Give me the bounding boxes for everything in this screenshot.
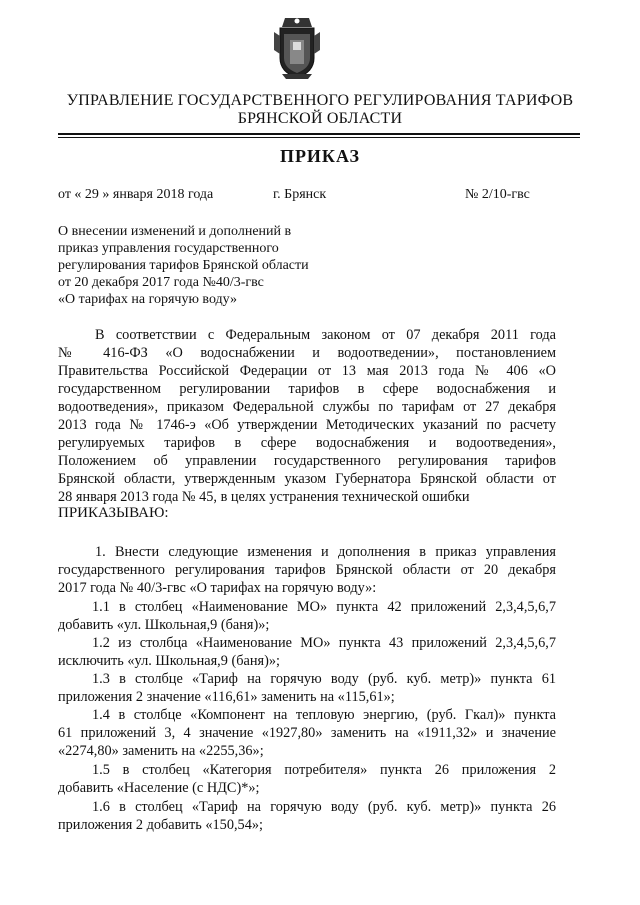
item-1-5-cont: добавить «Население (с НДС)*»; — [58, 780, 260, 796]
item-1-1-cont: добавить «ул. Школьная,9 (баня)»; — [58, 617, 270, 633]
item-1-2: 1.2 из столбца «Наименование МО» пункта 43 приложений 2,3,4,5,6,7 — [92, 635, 556, 651]
item-1-3-cont: приложения 2 значение «116,61» заменить на «115,61»; — [58, 689, 395, 705]
item-1-6: 1.6 в столбец «Тариф на горячую воду (руб. куб. метр)» пункта 26 — [92, 799, 556, 815]
preamble-line: водоотведения», приказом Федеральной службы по тарифам от 27 декабря — [58, 399, 556, 415]
preamble-line: регулируемых тарифов в сфере водоснабжения и водоотведения», — [58, 435, 556, 451]
order-number: № 2/10-гвс — [465, 187, 530, 202]
preamble-line: Положением об управлении государственного регулирования тарифов — [58, 453, 556, 469]
header-rule-thin — [58, 137, 580, 138]
item-1-1: 1.1 в столбец «Наименование МО» пункта 42 приложений 2,3,4,5,6,7 — [92, 599, 556, 615]
order-directive: ПРИКАЗЫВАЮ: — [58, 505, 169, 521]
item-1-3: 1.3 в столбце «Тариф на горячую воду (руб. куб. метр)» пункта 61 — [92, 671, 556, 687]
order-city: г. Брянск — [273, 187, 327, 202]
organization-name-line1: УПРАВЛЕНИЕ ГОСУДАРСТВЕННОГО РЕГУЛИРОВАНИЯ ТАРИФОВ — [66, 92, 574, 109]
item-1-6-cont: приложения 2 добавить «150,54»; — [58, 817, 263, 833]
subject-line: О внесении изменений и дополнений в — [58, 224, 292, 239]
subject-line: «О тарифах на горячую воду» — [58, 292, 238, 307]
subject-line: от 20 декабря 2017 года №40/3-гвс — [58, 275, 264, 290]
preamble-line: 2013 года № 1746-э «Об утверждении Методических указаний по расчету — [58, 417, 556, 433]
item-1-4-cont: «2274,80» заменить на «2255,36»; — [58, 743, 264, 759]
preamble-line: 28 января 2013 года № 45, в целях устранения технической ошибки — [58, 489, 470, 505]
subject-line: приказ управления государственного — [58, 241, 279, 256]
preamble-line: государственном регулировании тарифов в сфере водоснабжения и — [58, 381, 556, 397]
item-1-line: государственного регулирования тарифов Брянской области от 20 декабря — [58, 562, 556, 578]
organization-name-line2: БРЯНСКОЙ ОБЛАСТИ — [237, 110, 403, 127]
document-title: ПРИКАЗ — [279, 146, 361, 166]
subject-line: регулирования тарифов Брянской области — [58, 258, 309, 273]
preamble-line: В соответствии с Федеральным законом от 07 декабря 2011 года — [95, 327, 556, 343]
header-rule-thick — [58, 133, 580, 135]
preamble-line: Брянской области, утвержденным указом Губернатора Брянской области от — [58, 471, 556, 487]
preamble-line: № 416-ФЗ «О водоснабжении и водоотведении», постановлением — [58, 345, 556, 361]
preamble-line: Правительства Российской Федерации от 13 мая 2013 года № 406 «О — [58, 363, 556, 379]
coat-of-arms-emblem — [272, 14, 322, 80]
item-1-line: 2017 года № 40/3-гвс «О тарифах на горячую воду»: — [58, 580, 377, 596]
order-date: от « 29 » января 2018 года — [58, 187, 214, 202]
item-1-4-cont: 61 приложений 3, 4 значение «1927,80» заменить на «1911,32» и значение — [58, 725, 556, 741]
item-1-2-cont: исключить «ул. Школьная,9 (баня)»; — [58, 653, 280, 669]
item-1-5: 1.5 в столбец «Категория потребителя» пункта 26 приложения 2 — [92, 762, 556, 778]
item-1-intro: 1. Внести следующие изменения и дополнения в приказ управления — [95, 544, 556, 560]
item-1-4: 1.4 в столбце «Компонент на тепловую энергию, (руб. Гкал)» пункта — [92, 707, 556, 723]
